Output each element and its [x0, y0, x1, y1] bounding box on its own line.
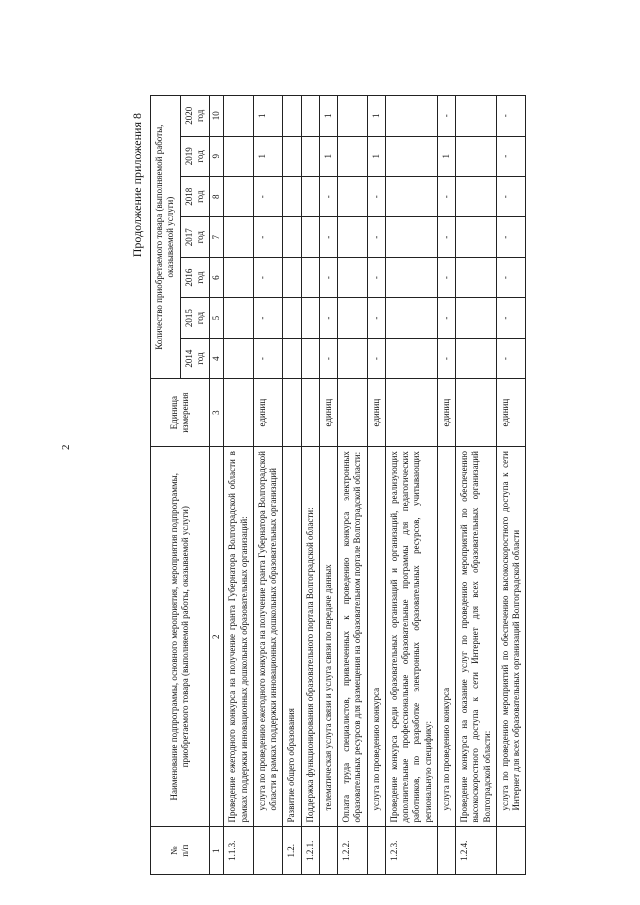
- row-value: [301, 136, 319, 176]
- table-row: [319, 96, 337, 875]
- row-name: Проведение ежегодного конкурса на получение гранта Губернатора Волгоградской области в рамках поддержки инновационных дошкольных образовательных организаций:: [224, 447, 254, 827]
- index-cell: 2: [210, 447, 224, 827]
- row-number: 1.2.1.: [301, 827, 319, 875]
- index-cell: 6: [210, 257, 224, 297]
- row-value: 1: [253, 136, 283, 176]
- row-unit: [456, 379, 497, 447]
- row-value: [385, 257, 437, 297]
- row-unit: [224, 379, 254, 447]
- header-unit: Единица измерения: [151, 379, 210, 447]
- row-value: [224, 338, 254, 378]
- row-value: [456, 298, 497, 338]
- row-number: 1.2.3.: [385, 827, 437, 875]
- row-value: [301, 217, 319, 257]
- index-cell: 4: [210, 338, 224, 378]
- table-row: [456, 96, 497, 875]
- header-year: 2017 год: [180, 217, 210, 257]
- row-value: 1: [367, 136, 385, 176]
- row-value: -: [253, 338, 283, 378]
- row-value: [338, 96, 368, 137]
- row-value: [224, 96, 254, 137]
- row-value: [456, 136, 497, 176]
- row-value: -: [437, 257, 455, 297]
- row-value: [385, 96, 437, 137]
- row-value: -: [496, 257, 526, 297]
- row-value: [283, 136, 301, 176]
- header-row-1: [151, 96, 181, 875]
- row-value: [283, 177, 301, 217]
- row-value: -: [496, 217, 526, 257]
- row-value: 1: [437, 136, 455, 176]
- header-year: 2015 год: [180, 298, 210, 338]
- table-row: [301, 96, 319, 875]
- row-name: Развитие общего образования: [283, 447, 301, 827]
- header-year: 2016 год: [180, 257, 210, 297]
- row-value: -: [319, 217, 337, 257]
- row-number: 1.1.3.: [224, 827, 254, 875]
- row-number: [437, 827, 455, 875]
- row-value: 1: [367, 96, 385, 137]
- row-value: -: [253, 217, 283, 257]
- row-value: [385, 298, 437, 338]
- row-value: -: [437, 338, 455, 378]
- header-year: 2020 год: [180, 96, 210, 137]
- table-row: [385, 96, 437, 875]
- row-value: [224, 298, 254, 338]
- row-unit: единиц: [496, 379, 526, 447]
- row-value: -: [253, 298, 283, 338]
- index-cell: 8: [210, 177, 224, 217]
- row-value: -: [496, 136, 526, 176]
- header-quantity-group: Количество приобретаемого товара (выполняемой работы, оказываемой услуги): [151, 96, 181, 379]
- header-year: 2019 год: [180, 136, 210, 176]
- index-row: [210, 96, 224, 875]
- row-value: -: [367, 177, 385, 217]
- table-row: [437, 96, 455, 875]
- header-year: 2014 год: [180, 338, 210, 378]
- row-value: -: [437, 96, 455, 137]
- row-unit: [301, 379, 319, 447]
- row-value: [456, 257, 497, 297]
- row-value: 1: [319, 136, 337, 176]
- row-value: [338, 217, 368, 257]
- row-unit: единиц: [319, 379, 337, 447]
- row-unit: единиц: [437, 379, 455, 447]
- row-value: -: [253, 177, 283, 217]
- row-value: [456, 217, 497, 257]
- row-unit: единиц: [253, 379, 283, 447]
- row-name: Оплата труда специалистов, привлеченных к проведению конкурса электронных образовательных ресурсов для размещения на образовательном портале Волгоградской области:: [338, 447, 368, 827]
- row-value: [338, 177, 368, 217]
- row-value: [338, 136, 368, 176]
- row-value: 1: [319, 96, 337, 137]
- row-number: 1.2.2.: [338, 827, 368, 875]
- row-name: Проведение конкурса среди образовательных организаций и организаций, реализующих дополнительные профессиональные образовательные программы для педагогических работников, по разработке электронных образовательных ресурсов, учитывающих региональную специфику:: [385, 447, 437, 827]
- row-value: [301, 96, 319, 137]
- header-year: 2018 год: [180, 177, 210, 217]
- row-value: -: [319, 177, 337, 217]
- row-value: [224, 217, 254, 257]
- row-name: телематическая услуга связи и услуга связи по передаче данных: [319, 447, 337, 827]
- index-cell: 7: [210, 217, 224, 257]
- header-name: Наименование подпрограммы, основного мероприятия, мероприятия подпрограммы, приобретаемого товара (выполняемой работы, оказываемой услуги): [151, 447, 210, 827]
- row-value: [301, 257, 319, 297]
- row-value: [385, 217, 437, 257]
- table-body: [224, 96, 526, 875]
- row-unit: [385, 379, 437, 447]
- row-value: [338, 338, 368, 378]
- row-number: 1.2.4.: [456, 827, 497, 875]
- row-value: [385, 338, 437, 378]
- row-value: -: [437, 177, 455, 217]
- row-value: [456, 338, 497, 378]
- row-name: Поддержка функционирования образовательного портала Волгоградской области:: [301, 447, 319, 827]
- row-value: 1: [253, 96, 283, 137]
- table-row: [283, 96, 301, 875]
- table-row: [338, 96, 368, 875]
- row-number: 1.2.: [283, 827, 301, 875]
- row-value: -: [319, 298, 337, 338]
- table-row: [253, 96, 283, 875]
- row-value: [224, 136, 254, 176]
- row-value: [283, 217, 301, 257]
- row-value: [301, 338, 319, 378]
- row-value: -: [319, 338, 337, 378]
- row-value: [301, 298, 319, 338]
- row-value: [385, 136, 437, 176]
- row-name: услуга по проведению ежегодного конкурса на получение гранта Губернатора Волгоградской области в рамках поддержки инновационных дошкольных образовательных организаций: [253, 447, 283, 827]
- row-value: [301, 177, 319, 217]
- row-name: услуга по проведению мероприятий по обеспечению высокоскоростного доступа к сети Интернет для всех образовательных организаций Волгоградской области: [496, 447, 526, 827]
- row-value: [456, 177, 497, 217]
- row-value: -: [496, 298, 526, 338]
- row-number: [496, 827, 526, 875]
- row-value: [456, 96, 497, 137]
- rotated-content: [120, 95, 640, 875]
- row-value: -: [253, 257, 283, 297]
- row-number: [367, 827, 385, 875]
- row-name: Проведение конкурса на оказание услуг по проведению мероприятий по обеспечению высокоскоростного доступа к сети Интернет для всех образовательных организаций Волгоградской области:: [456, 447, 497, 827]
- row-value: [283, 257, 301, 297]
- row-value: -: [496, 177, 526, 217]
- continuation-label: Продолжение приложения 8: [130, 113, 144, 258]
- row-value: [338, 298, 368, 338]
- index-cell: 1: [210, 827, 224, 875]
- row-name: услуга по проведению конкурса: [437, 447, 455, 827]
- procurement-table: [150, 95, 526, 875]
- row-value: [224, 257, 254, 297]
- row-value: [283, 96, 301, 137]
- row-value: [338, 257, 368, 297]
- row-number: [319, 827, 337, 875]
- row-value: -: [437, 298, 455, 338]
- table-row: [496, 96, 526, 875]
- table-row: [367, 96, 385, 875]
- row-value: [224, 177, 254, 217]
- row-value: [385, 177, 437, 217]
- row-value: -: [437, 217, 455, 257]
- row-value: [283, 338, 301, 378]
- row-value: -: [496, 338, 526, 378]
- row-value: [283, 298, 301, 338]
- row-value: -: [496, 96, 526, 137]
- row-name: услуга по проведению конкурса: [367, 447, 385, 827]
- index-cell: 9: [210, 136, 224, 176]
- row-value: -: [367, 298, 385, 338]
- row-number: [253, 827, 283, 875]
- index-cell: 3: [210, 379, 224, 447]
- index-cell: 10: [210, 96, 224, 137]
- row-value: -: [367, 338, 385, 378]
- row-unit: единиц: [367, 379, 385, 447]
- row-unit: [338, 379, 368, 447]
- header-number: № п/п: [151, 827, 210, 875]
- index-cell: 5: [210, 298, 224, 338]
- row-value: -: [367, 257, 385, 297]
- table-row: [224, 96, 254, 875]
- page-number: 2: [60, 444, 72, 450]
- row-value: -: [367, 217, 385, 257]
- row-unit: [283, 379, 301, 447]
- row-value: -: [319, 257, 337, 297]
